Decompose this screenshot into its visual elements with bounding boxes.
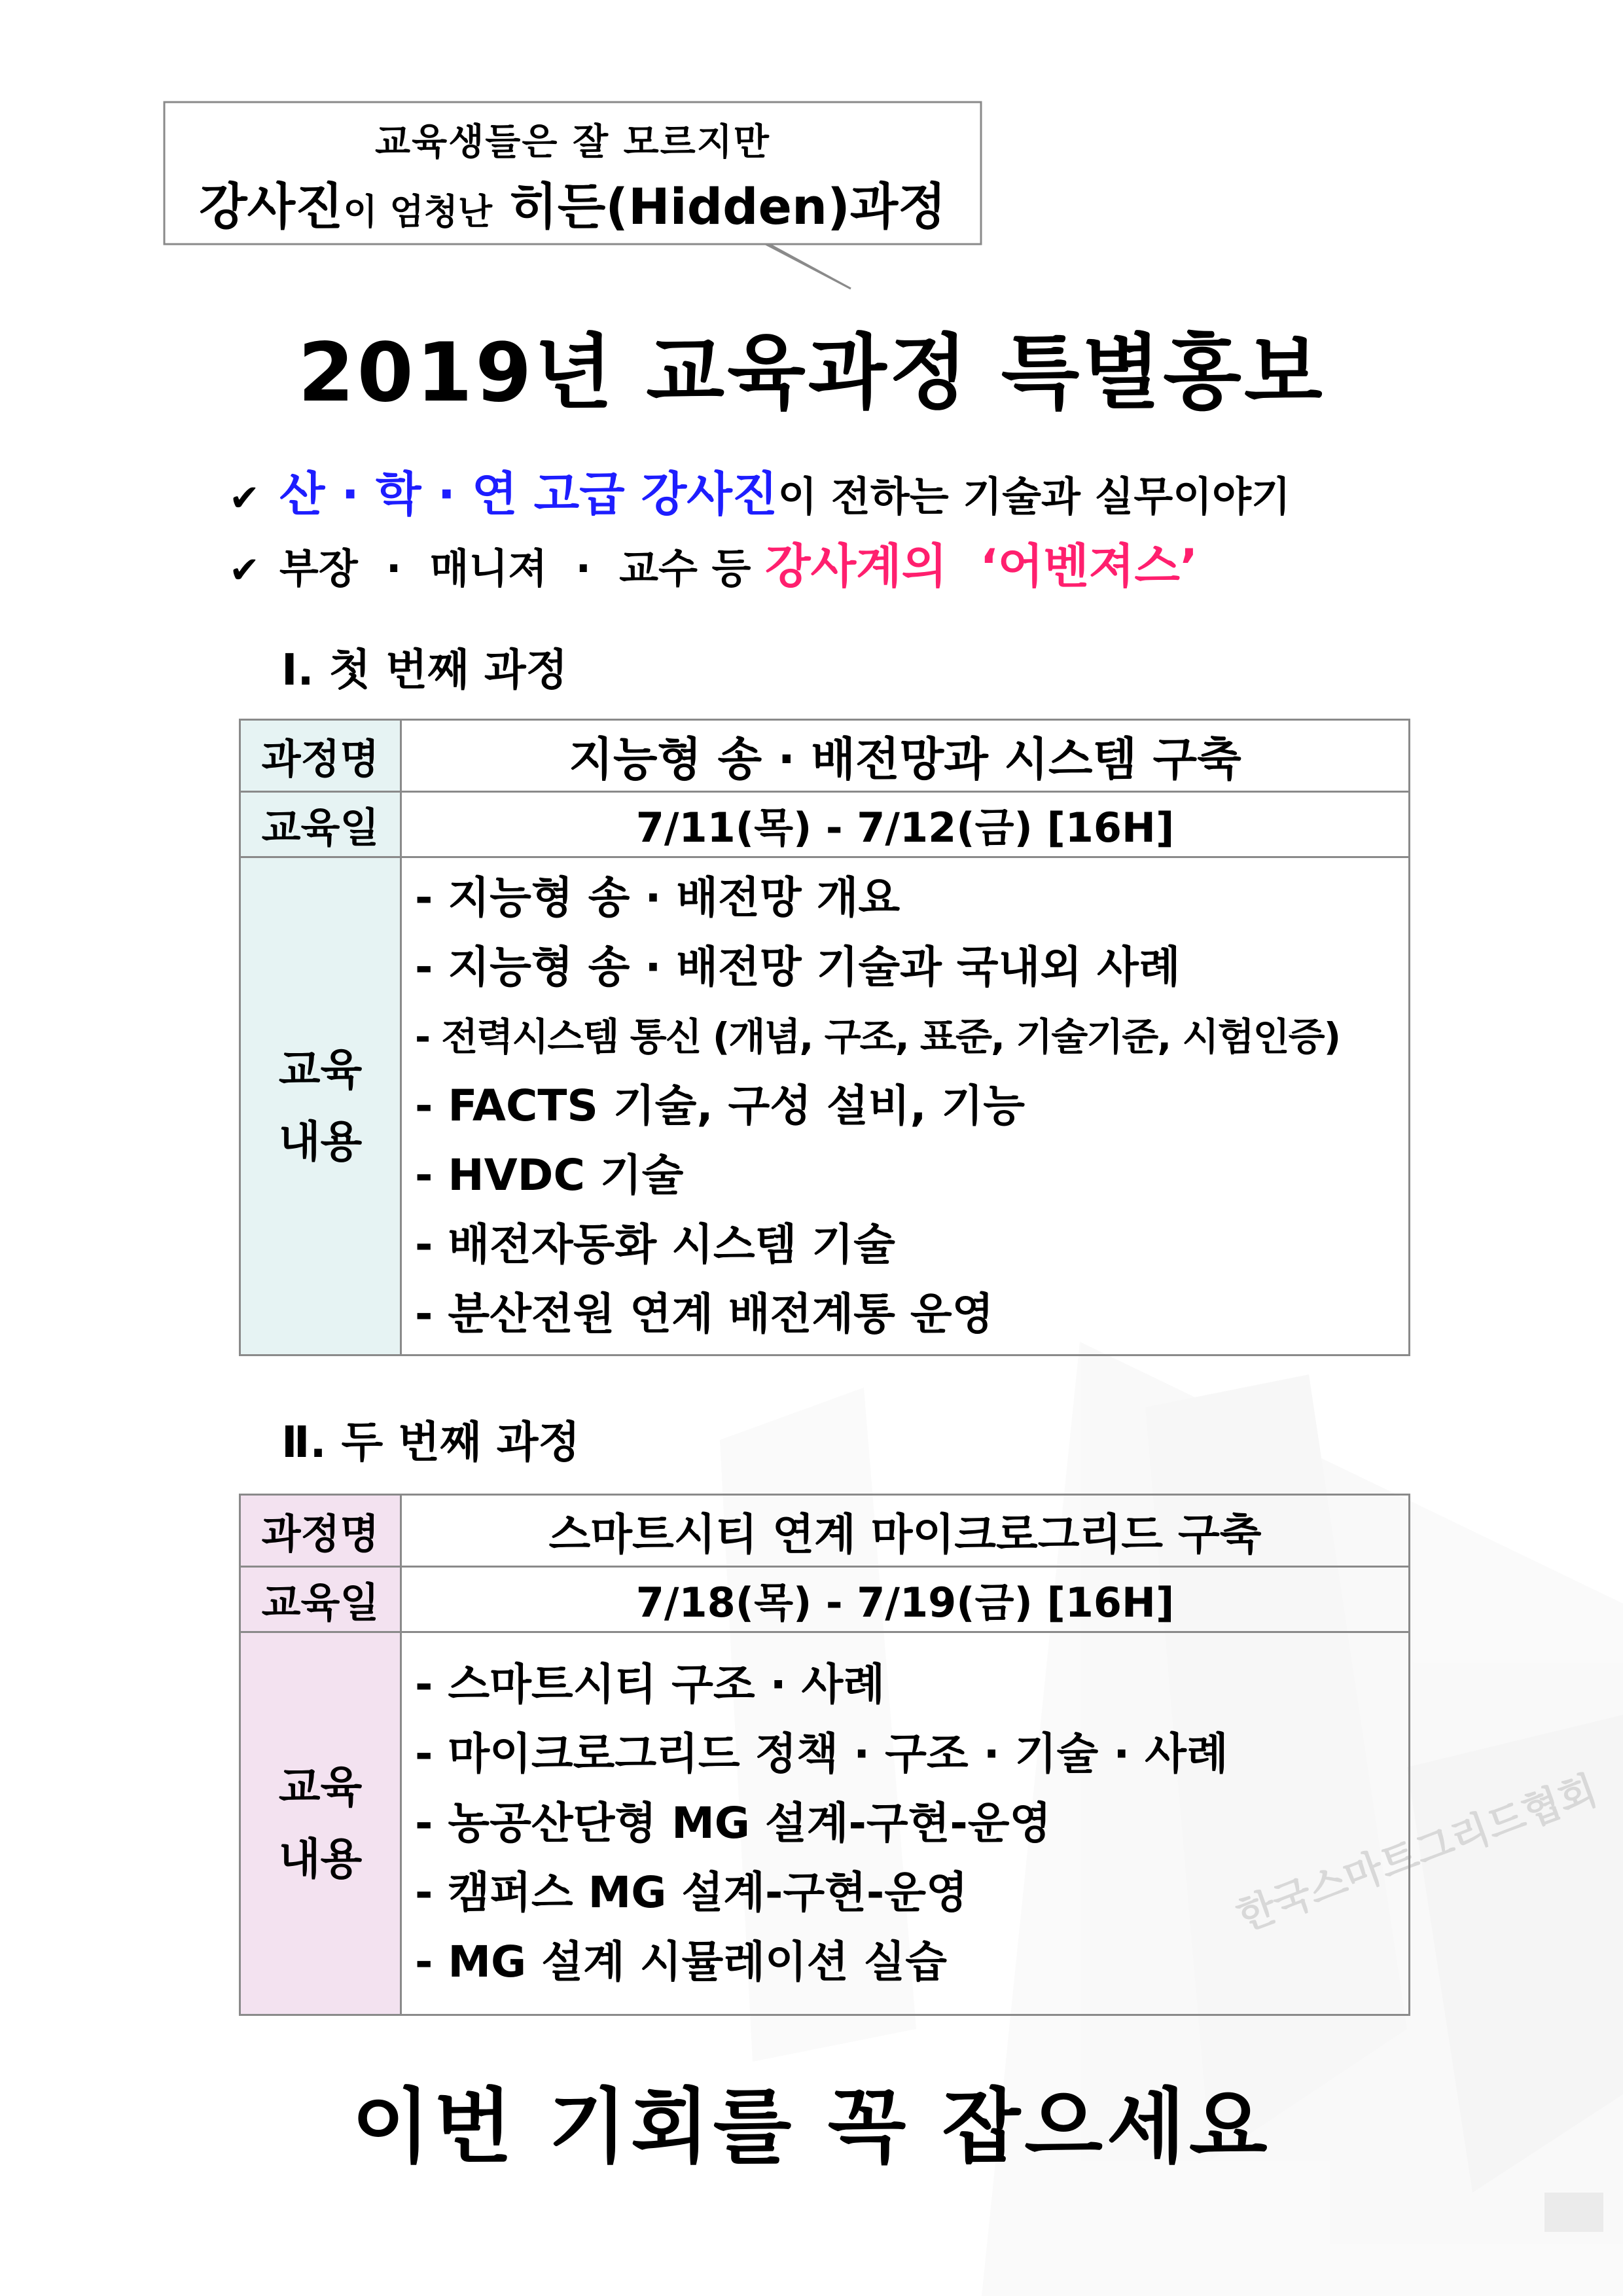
list-item: - FACTS 기술, 구성 설비, 기능 bbox=[415, 1081, 1026, 1131]
course-2-table bbox=[239, 1494, 1410, 2016]
content-label-line: 내용 bbox=[278, 1117, 363, 1167]
highlight-bullets bbox=[229, 458, 1472, 602]
course-name-label: 과정명 bbox=[240, 1495, 401, 1567]
table-row bbox=[240, 1567, 1410, 1632]
check-icon: ✔ bbox=[229, 549, 260, 592]
check-icon: ✔ bbox=[229, 477, 260, 520]
course-date-label: 교육일 bbox=[240, 1567, 401, 1632]
bullet-item bbox=[229, 458, 1472, 530]
callout-bubble bbox=[164, 101, 982, 245]
callout-strong-text: 강사진 bbox=[199, 177, 344, 236]
course-date-value: 7/18(목) - 7/19(금) [16H] bbox=[401, 1567, 1410, 1632]
table-row bbox=[240, 1495, 1410, 1567]
table-row bbox=[240, 857, 1410, 1355]
callout-line-2 bbox=[164, 167, 982, 238]
bullet-highlight: 강사계의 ‘어벤져스’ bbox=[765, 539, 1198, 594]
course-1-table bbox=[239, 719, 1410, 1356]
closing-message: 이번 기회를 꼭 잡으세요 bbox=[351, 2080, 1272, 2174]
course-name-value: 지능형 송 · 배전망과 시스템 구축 bbox=[401, 720, 1410, 792]
course-content-list bbox=[402, 858, 1408, 1354]
list-item: - 분산전원 연계 배전계통 운영 bbox=[415, 1289, 994, 1339]
list-item: - 지능형 송 · 배전망 개요 bbox=[415, 872, 901, 923]
table-row bbox=[240, 720, 1410, 792]
watermark-text: 한국스마트그리드협회 bbox=[1231, 1767, 1603, 1941]
callout-line-1: 교육생들은 잘 모르지만 bbox=[375, 121, 770, 164]
course-name-label: 과정명 bbox=[240, 720, 401, 792]
bullet-item bbox=[229, 530, 1472, 602]
list-item: - HVDC 기술 bbox=[415, 1150, 684, 1200]
course-content-cell bbox=[401, 857, 1410, 1355]
table-row bbox=[240, 792, 1410, 857]
list-item: - MG 설계 시뮬레이션 실습 bbox=[415, 1937, 947, 1987]
list-item: - 배전자동화 시스템 기술 bbox=[415, 1219, 895, 1270]
course-1-heading: Ⅰ. 첫 번째 과정 bbox=[281, 645, 568, 695]
list-item: - 스마트시티 구조 · 사례 bbox=[415, 1659, 885, 1710]
bullet-text: 이 전하는 기술과 실무이야기 bbox=[777, 473, 1291, 520]
content-label-line: 교육 bbox=[278, 1045, 363, 1095]
course-date-value: 7/11(목) - 7/12(금) [16H] bbox=[401, 792, 1410, 857]
content-label-line: 교육 bbox=[278, 1762, 363, 1812]
list-item: - 지능형 송 · 배전망 기술과 국내외 사례 bbox=[415, 942, 1181, 992]
course-2-heading: Ⅱ. 두 번째 과정 bbox=[281, 1417, 580, 1467]
course-content-list bbox=[402, 1645, 1408, 2002]
table-row bbox=[240, 1632, 1410, 2015]
callout-end-text: 히든(Hidden)과정 bbox=[509, 177, 946, 236]
course-date-label: 교육일 bbox=[240, 792, 401, 857]
content-label-line: 내용 bbox=[278, 1834, 363, 1884]
course-content-cell bbox=[401, 1632, 1410, 2015]
list-item: - 농공산단형 MG 설계-구현-운영 bbox=[415, 1798, 1052, 1848]
course-name-value: 스마트시티 연계 마이크로그리드 구축 bbox=[401, 1495, 1410, 1567]
course-content-label bbox=[240, 857, 401, 1355]
callout-small-text: 이 엄청난 bbox=[343, 191, 492, 232]
list-item: - 캠퍼스 MG 설계-구현-운영 bbox=[415, 1867, 968, 1918]
page-title: 2019년 교육과정 특별홍보 bbox=[298, 326, 1325, 420]
bullet-highlight: 산 · 학 · 연 고급 강사진 bbox=[279, 467, 778, 522]
course-content-label bbox=[240, 1632, 401, 2015]
bullet-text: 부장 · 매니져 · 교수 등 bbox=[279, 545, 766, 592]
list-item: - 마이크로그리드 정책 · 구조 · 기술 · 사례 bbox=[415, 1729, 1228, 1779]
list-item: - 전력시스템 통신 (개념, 구조, 표준, 기술기준, 시험인증) bbox=[415, 1014, 1340, 1059]
